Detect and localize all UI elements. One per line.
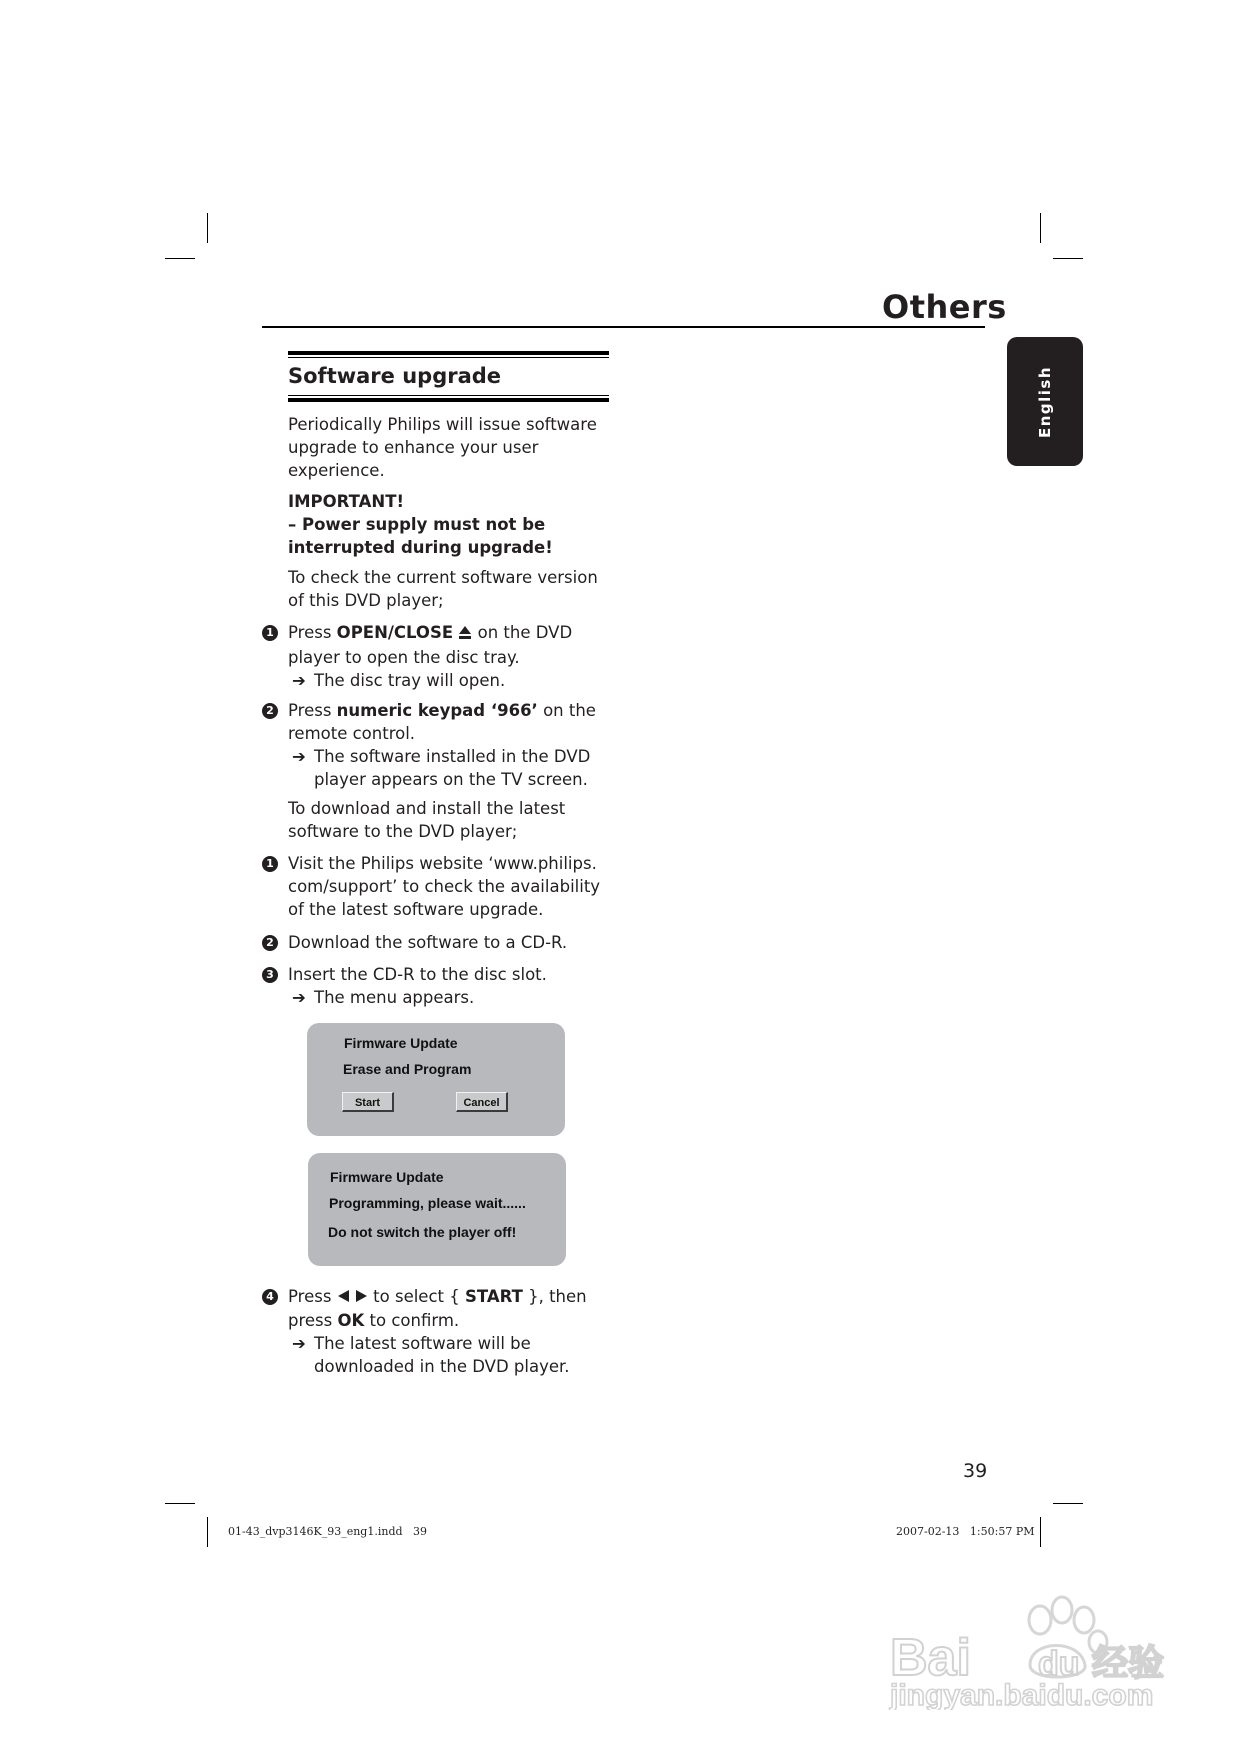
step-text-mid: to select {: [367, 1287, 465, 1306]
ok-key-label: OK: [337, 1311, 365, 1330]
svg-text:经验: 经验: [1092, 1643, 1165, 1684]
step-result-text: The disc tray will open.: [314, 671, 506, 690]
crop-mark: [1040, 213, 1041, 243]
upgrade-step-4: [288, 1285, 613, 1378]
step-result: [288, 669, 613, 692]
arrow-right-key-icon: [355, 1286, 368, 1309]
step-text: Insert the CD-R to the disc slot.: [288, 965, 547, 984]
step-number: 2: [262, 703, 278, 719]
crop-mark: [165, 1503, 195, 1504]
heading-rule-top: [288, 351, 609, 355]
arrow-right-icon: ➔: [292, 671, 306, 690]
firmware-progress-screen: [308, 1153, 566, 1266]
osd-title: Firmware Update: [344, 1035, 458, 1051]
important-notice: [288, 490, 618, 559]
step-result: [288, 745, 613, 791]
baidu-watermark: [880, 1580, 1180, 1710]
language-tab-label: English: [1036, 365, 1054, 438]
cancel-button[interactable]: Cancel: [456, 1092, 508, 1112]
crop-mark: [1053, 1503, 1083, 1504]
arrow-right-icon: ➔: [292, 747, 306, 766]
heading-rule-bottom: [288, 398, 609, 402]
heading-rule-bottom-thin: [288, 395, 609, 396]
check-step-1: [288, 621, 613, 692]
important-line-1: – Power supply must not be: [288, 515, 546, 534]
step-text-pre: Press: [288, 623, 337, 642]
download-step-3: [288, 963, 613, 1009]
step-number: 1: [262, 625, 278, 641]
start-option-label: START: [465, 1287, 523, 1306]
osd-subtitle: Erase and Program: [343, 1061, 472, 1077]
section-title: Others: [882, 288, 1007, 326]
step-text-post: }, then press: [288, 1287, 587, 1330]
heading-rule-top-thin: [288, 357, 609, 358]
osd-progress-text: Programming, please wait......: [329, 1195, 526, 1211]
baidu-paw-logo-icon: [880, 1580, 1180, 1710]
crop-mark: [1040, 1517, 1041, 1547]
open-close-button-label: OPEN/CLOSE: [336, 623, 454, 642]
check-step-2: [288, 699, 613, 791]
arrow-right-icon: ➔: [292, 988, 306, 1007]
crop-mark: [1053, 258, 1083, 259]
step-number: 3: [262, 967, 278, 983]
firmware-update-menu: [307, 1023, 565, 1136]
page-number: 39: [963, 1460, 988, 1482]
step-result: [288, 986, 613, 1009]
step-number: 2: [262, 935, 278, 951]
crop-mark: [165, 258, 195, 259]
osd-title: Firmware Update: [330, 1169, 444, 1185]
step-text-post: to confirm.: [364, 1311, 460, 1330]
step-number: 1: [262, 856, 278, 872]
arrow-left-icon: [337, 1286, 350, 1309]
intro-paragraph: Periodically Philips will issue software upgrade to enhance your user experience.: [288, 415, 597, 480]
important-label: IMPORTANT!: [288, 492, 404, 511]
article-heading: Software upgrade: [288, 364, 502, 388]
step-result-text: The software installed in the DVD player appears on the TV screen.: [314, 747, 591, 789]
svg-text:du: du: [1038, 1645, 1080, 1683]
eject-icon: [458, 623, 472, 646]
download-intro: To download and install the latest software to the DVD player;: [288, 799, 566, 841]
title-rule: [262, 326, 985, 328]
check-intro: To check the current software version of this DVD player;: [288, 568, 598, 610]
step-text-pre: Press: [288, 1287, 337, 1306]
crop-mark: [207, 213, 208, 243]
step-result: [288, 1332, 613, 1378]
important-line-2: interrupted during upgrade!: [288, 538, 553, 557]
step-text-post: on the remote control.: [288, 701, 596, 743]
crop-mark: [207, 1517, 208, 1547]
start-button[interactable]: Start: [342, 1092, 394, 1112]
step-result-text: The menu appears.: [314, 988, 475, 1007]
download-step-2: Download the software to a CD-R.: [288, 933, 568, 952]
step-text-pre: Press: [288, 701, 337, 720]
footer-file-name: 01-43_dvp3146K_93_eng1.indd 39: [228, 1525, 428, 1538]
download-step-1: Visit the Philips website ‘www.philips. com/support’ to check the availability of the latest software upgrade.: [288, 854, 601, 919]
step-number: 4: [262, 1289, 278, 1305]
svg-text:jingyan.baidu.com: jingyan.baidu.com: [890, 1679, 1154, 1710]
arrow-right-icon: ➔: [292, 1334, 306, 1353]
footer-timestamp: 2007-02-13 1:50:57 PM: [896, 1525, 1035, 1538]
step-result-text: The latest software will be downloaded in the DVD player.: [314, 1334, 570, 1376]
osd-warning: Do not switch the player off!: [328, 1224, 517, 1240]
numeric-keypad-label: numeric keypad ‘966’: [336, 701, 538, 720]
step-text-post: on the DVD player to open the disc tray.: [288, 623, 573, 667]
language-tab: [1007, 337, 1083, 466]
svg-text:Bai: Bai: [890, 1629, 971, 1687]
